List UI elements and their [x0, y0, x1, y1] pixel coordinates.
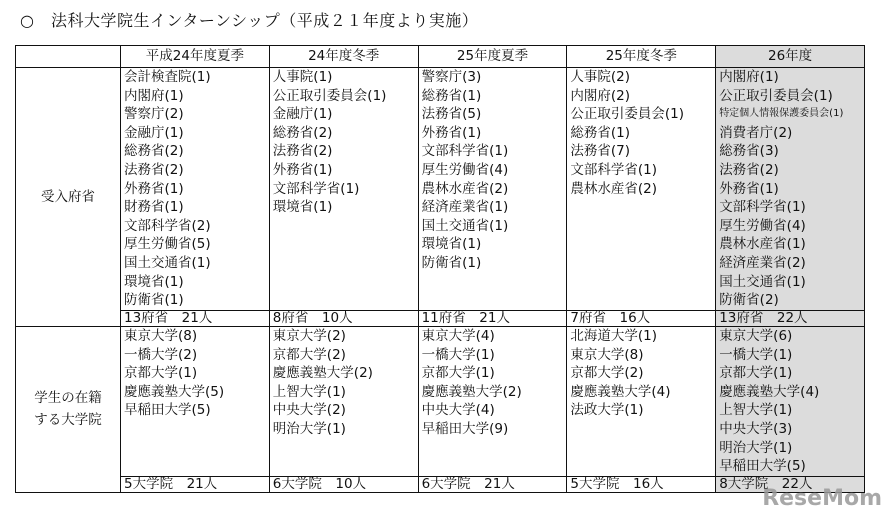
list-item: 中央大学(3) [719, 420, 793, 437]
list-item: 京都大学(1) [421, 365, 495, 382]
list-item: 慶應義塾大学(5) [124, 383, 225, 400]
list-item: 慶應義塾大学(4) [719, 383, 820, 400]
list-item: 上智大学(1) [272, 383, 346, 400]
list-item: 厚生労働省(4) [719, 217, 806, 234]
list-item: 一橋大学(2) [124, 346, 198, 363]
list-item: 東京大学(6) [719, 328, 793, 344]
corner-cell [16, 46, 121, 68]
list-item: 経済産業省(1) [421, 199, 509, 216]
list-item: 環境省(1) [272, 199, 333, 216]
list-item: 農林水産省(2) [570, 180, 658, 197]
list-item: 京都大学(2) [570, 365, 644, 382]
list-item: 慶應義塾大学(4) [570, 383, 671, 400]
list-item: 法務省(2) [124, 161, 184, 178]
list-item: 環境省(1) [124, 273, 184, 290]
list-item: 厚生労働省(4) [421, 161, 509, 178]
ministries-cell [269, 68, 418, 311]
internship-table [15, 45, 865, 493]
school-total: 8大学院 22人 [716, 476, 865, 492]
list-item: 一橋大学(1) [421, 346, 495, 363]
list-item: 農林水産省(2) [421, 180, 509, 197]
list-item: 国土交通省(1) [421, 217, 509, 234]
school-total: 6大学院 10人 [269, 476, 418, 492]
list-item: 東京大学(2) [272, 328, 346, 344]
list-item: 防衛省(1) [421, 254, 482, 271]
list-item: 慶應義塾大学(2) [272, 365, 373, 382]
column-header: 25年度夏季 [418, 46, 567, 68]
list-item: 外務省(1) [421, 124, 482, 141]
ministry-total: 7府省 16人 [567, 311, 716, 327]
list-item: 警察庁(2) [124, 106, 184, 123]
list-item: 早稲田大学(5) [719, 458, 806, 475]
list-item: 文部科学省(1) [421, 143, 509, 160]
ministry-total: 13府省 22人 [716, 311, 865, 327]
list-item: 国土交通省(1) [124, 254, 211, 271]
column-header: 24年度冬季 [269, 46, 418, 68]
list-item: 総務省(1) [570, 124, 631, 141]
schools-total-row [16, 476, 865, 492]
list-item: 防衛省(2) [719, 292, 779, 309]
list-item: 法務省(2) [272, 143, 333, 160]
list-item: 北海道大学(1) [570, 328, 658, 344]
list-item: 金融庁(1) [272, 106, 333, 123]
list-item: 上智大学(1) [719, 402, 793, 419]
schools-cell [567, 327, 716, 477]
column-header: 25年度冬季 [567, 46, 716, 68]
list-item: 明治大学(1) [719, 439, 793, 456]
ministry-total: 8府省 10人 [269, 311, 418, 327]
ministries-cell [418, 68, 567, 311]
list-item: 早稲田大学(9) [421, 420, 509, 437]
list-item: 金融庁(1) [124, 124, 184, 141]
list-item: 人事院(2) [570, 69, 631, 85]
list-item: 東京大学(4) [421, 328, 495, 344]
list-item: 法務省(7) [570, 143, 631, 160]
list-item: 内閣府(1) [124, 87, 184, 104]
schools-row [16, 327, 865, 477]
schools-cell [121, 327, 270, 477]
list-item: 法務省(5) [421, 106, 482, 123]
list-item: 外務省(1) [124, 180, 184, 197]
ministries-row [16, 68, 865, 311]
list-item: 総務省(3) [719, 143, 779, 160]
ministries-total-row [16, 311, 865, 327]
list-item: 警察庁(3) [421, 69, 482, 85]
list-item: 経済産業省(2) [719, 254, 806, 271]
list-item: 財務省(1) [124, 199, 184, 216]
list-item: 文部科学省(1) [570, 161, 658, 178]
list-item: 内閣府(1) [719, 69, 779, 85]
list-item: 慶應義塾大学(2) [421, 383, 522, 400]
school-total: 6大学院 21人 [418, 476, 567, 492]
list-item: 環境省(1) [421, 236, 482, 253]
list-item: 東京大学(8) [570, 346, 644, 363]
ministries-label: 受入府省 [16, 68, 121, 327]
list-item: 京都大学(2) [272, 346, 346, 363]
list-item: 明治大学(1) [272, 420, 346, 437]
list-item: 中央大学(2) [272, 402, 346, 419]
list-item: 会計検査院(1) [124, 69, 211, 85]
list-item: 消費者庁(2) [719, 124, 793, 141]
list-item: 早稲田大学(5) [124, 402, 211, 419]
list-item: 内閣府(2) [570, 87, 631, 104]
list-item: 一橋大学(1) [719, 346, 793, 363]
list-item: 公正取引委員会(1) [272, 87, 387, 104]
page-title: ○ 法科大学院生インターンシップ（平成２１年度より実施） [20, 11, 479, 30]
list-item: 文部科学省(1) [272, 180, 360, 197]
list-item: 厚生労働省(5) [124, 236, 211, 253]
list-item: 東京大学(8) [124, 328, 198, 344]
header-row [16, 46, 865, 68]
list-item: 総務省(2) [272, 124, 333, 141]
list-item: 法務省(2) [719, 161, 779, 178]
list-item: 中央大学(4) [421, 402, 495, 419]
ministries-cell [716, 68, 865, 311]
list-item: 文部科学省(1) [719, 199, 806, 216]
column-header: 26年度 [716, 46, 865, 68]
ministries-cell [567, 68, 716, 311]
school-total: 5大学院 21人 [121, 476, 270, 492]
ministries-cell [121, 68, 270, 311]
list-item: 総務省(2) [124, 143, 184, 160]
list-item: 農林水産省(1) [719, 236, 806, 253]
schools-label: 学生の在籍する大学院 [16, 327, 121, 493]
list-item: 特定個人情報保護委員会(1) [719, 108, 844, 120]
list-item: 外務省(1) [719, 180, 779, 197]
watermark-logo: ReseMom [762, 486, 882, 511]
list-item: 公正取引委員会(1) [719, 87, 833, 104]
list-item: 国土交通省(1) [719, 273, 806, 290]
list-item: 防衛省(1) [124, 292, 184, 309]
schools-cell [418, 327, 567, 477]
list-item: 京都大学(1) [719, 365, 793, 382]
list-item: 公正取引委員会(1) [570, 106, 685, 123]
list-item: 京都大学(1) [124, 365, 198, 382]
school-total: 5大学院 16人 [567, 476, 716, 492]
schools-cell [716, 327, 865, 477]
list-item: 文部科学省(2) [124, 217, 211, 234]
schools-cell [269, 327, 418, 477]
ministry-total: 13府省 21人 [121, 311, 270, 327]
column-header: 平成24年度夏季 [121, 46, 270, 68]
list-item: 人事院(1) [272, 69, 333, 85]
list-item: 法政大学(1) [570, 402, 644, 419]
list-item: 外務省(1) [272, 161, 333, 178]
list-item: 総務省(1) [421, 87, 482, 104]
ministry-total: 11府省 21人 [418, 311, 567, 327]
